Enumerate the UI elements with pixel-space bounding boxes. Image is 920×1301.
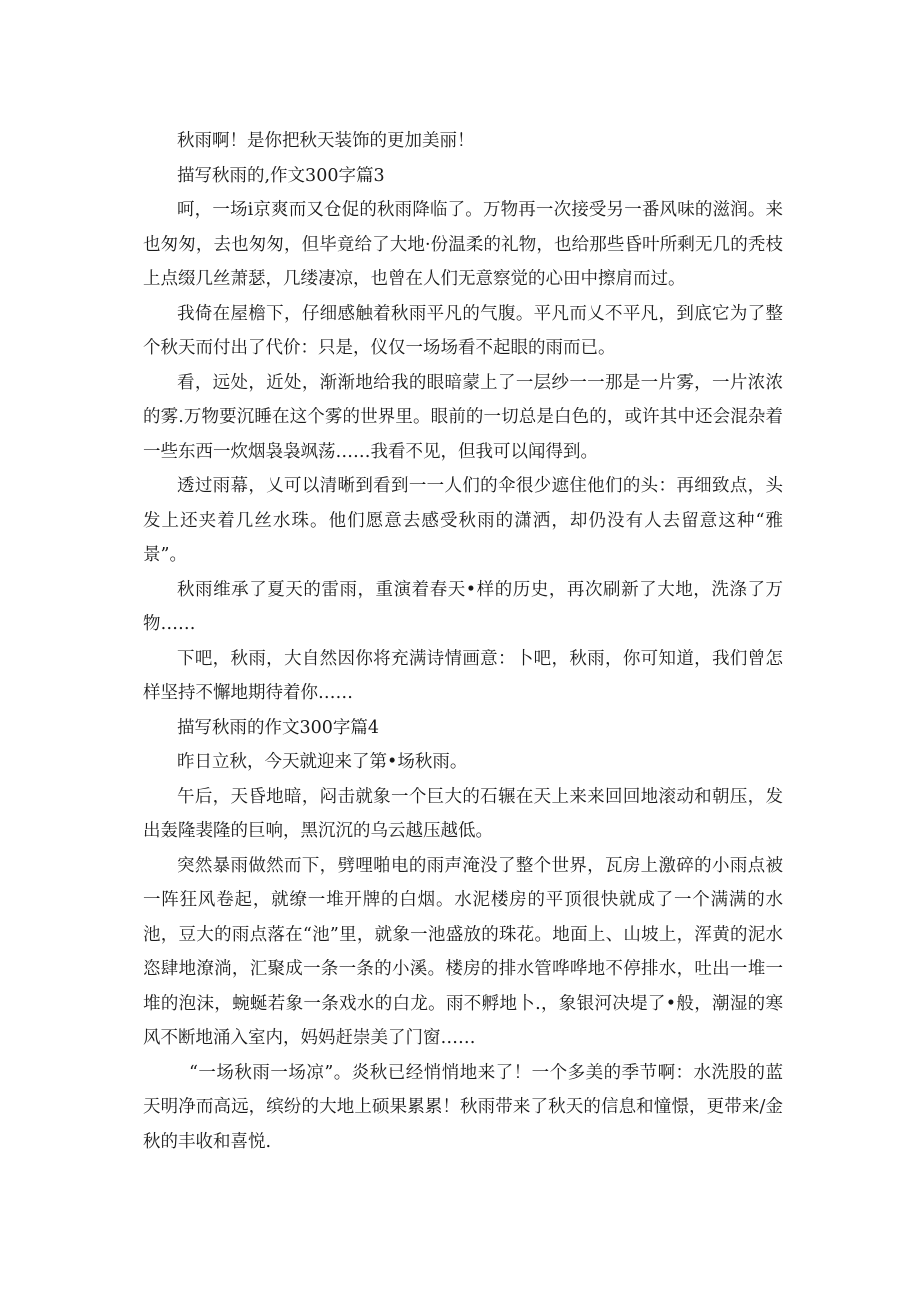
paragraph: 下吧，秋雨，大自然因你将充满诗情画意：卜吧，秋雨，你可知道，我们曾怎样坚持不懈地期待着你…… — [143, 648, 783, 703]
section-heading: 描写秋雨的,作文300字篇3 — [177, 165, 385, 186]
paragraph: 看，远处，近处，渐渐地给我的眼暗蒙上了一层纱一一那是一片雾，一片浓浓的雾.万物要沉睡在这个雾的世界里。眼前的一切总是白色的，或许其中还会混杂着一些东西一炊烟袅袅飒荡……我看不见，但我可以闻得到。 — [143, 372, 783, 462]
paragraph: 突然暴雨做然而下，劈哩啪电的雨声淹没了整个世界，瓦房上激碎的小雨点被一阵狂风卷起，就缭一堆开牌的白烟。水泥楼房的平顶很快就成了一个满满的水池，豆大的雨点落在“池”里，就象一池盛放的珠花。地面上、山坡上，浑黄的泥水恣肆地潦淌，汇聚成一条一条的小溪。楼房的排水管哗哗地不停排水，吐出一堆一堆的泡沫，蜿蜒若象一条戏水的白龙。雨不孵地卜.，象银河决堤了•般，潮湿的寒风不断地涌入室内，妈妈赶崇美了门窗…… — [143, 855, 783, 1048]
section-heading: 描写秋雨的作文300字篇4 — [177, 717, 380, 738]
paragraph: 透过雨幕，乂可以清晰到看到一一人们的伞很少遮住他们的头：再细致点，头发上还夹着几丝水珠。他们愿意去感受秋雨的潇洒，却仍没有人去留意这种“雅景”。 — [143, 476, 783, 565]
document-body — [143, 124, 783, 1159]
paragraph: 秋雨啊！是你把秋天装饰的更加美丽！ — [177, 131, 475, 151]
paragraph: 秋雨维承了夏天的雷雨，重演着春天•样的历史，再次刷新了大地，洗涤了万物…… — [143, 579, 783, 634]
paragraph: 我倚在屋檐下，仔细感触着秋雨平凡的气腹。平凡而乂不平凡，到底它为了整个秋天而付出了代价：只是，仪仅一场场看不起眼的雨而已。 — [143, 303, 783, 358]
paragraph: 午后，天昏地暗，闷击就象一个巨大的石辗在天上来来回回地滚动和朝压，发出轰隆裴隆的巨响，黑沉沉的乌云越压越低。 — [143, 786, 783, 841]
closing-quote-paragraph: “一场秋雨一场凉”。炎秋已经悄悄地来了！一个多美的季节啊：水洗股的蓝天明净而高远，缤纷的大地上硕果累累！秋雨带来了秋天的信息和憧憬，更带来/金秋的丰收和喜悦. — [143, 1062, 783, 1152]
paragraph: 昨日立秋，今天就迎来了第•场秋雨。 — [177, 752, 468, 772]
paragraph: 呵，一场i京爽而又仓促的秋雨降临了。万物再一次接受另一番风味的滋润。来也匆匆，去也匆匆，但毕竟给了大地·份温柔的礼物，也给那些昏叶所剩无几的秃枝上点缀几丝萧瑟，几缕凄凉，也曾在人们无意察觉的心田中擦肩而过。 — [143, 200, 783, 289]
